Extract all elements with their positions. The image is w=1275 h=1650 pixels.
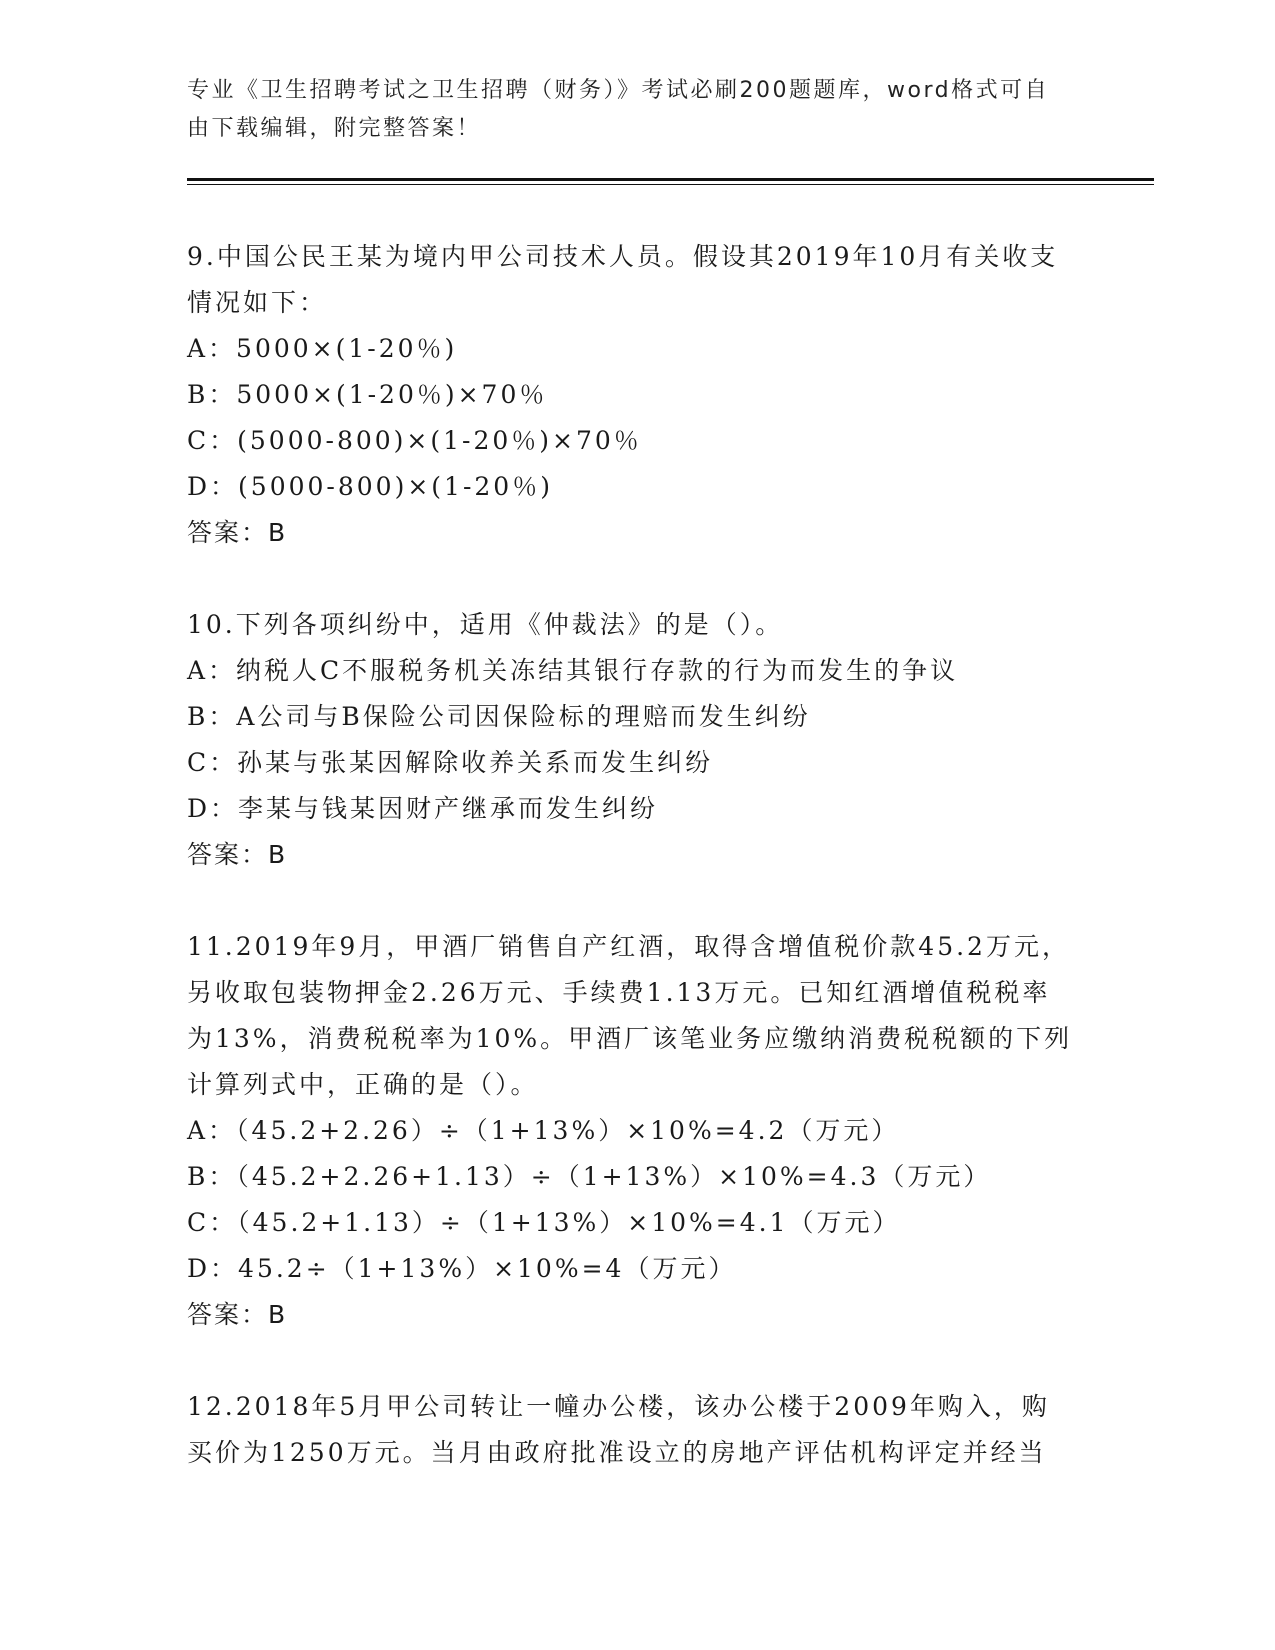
answer-line [187, 832, 1077, 878]
answer-value: B [268, 1300, 288, 1329]
option-c: C：（45.2+1.13）÷（1+13%）×10%=4.1（万元） [187, 1208, 901, 1237]
question-9 [187, 234, 1077, 556]
answer-value: B [268, 518, 288, 547]
document-header: 专业《卫生招聘考试之卫生招聘（财务）》考试必刷200题题库，word格式可自由下载编辑，附完整答案！ [187, 78, 1050, 141]
header-rule-thin [187, 184, 1154, 185]
question-stem: 10.下列各项纠纷中，适用《仲裁法》的是（）。 [187, 610, 784, 639]
answer-value: B [268, 840, 288, 869]
answer-label: 答案： [187, 1300, 269, 1329]
option-a: A：（45.2+2.26）÷（1+13%）×10%=4.2（万元） [187, 1116, 900, 1145]
question-11 [187, 924, 1077, 1338]
question-12 [187, 1384, 1077, 1476]
option-b: B：A公司与B保险公司因保险标的理赔而发生纠纷 [187, 702, 811, 731]
answer-label: 答案： [187, 518, 269, 547]
option-b: B：5000×(1-20％)×70％ [187, 380, 548, 409]
question-stem: 9.中国公民王某为境内甲公司技术人员。假设其2019年10月有关收支情况如下： [187, 242, 1059, 317]
question-10 [187, 602, 1077, 878]
answer-label: 答案： [187, 840, 269, 869]
answer-line [187, 1292, 1077, 1338]
question-stem: 11.2019年9月，甲酒厂销售自产红酒，取得含增值税价款45.2万元，另收取包装物押金2.26万元、手续费1.13万元。已知红酒增值税税率为13%，消费税税率为10%。甲酒厂该笔业务应缴纳消费税税额的下列计算列式中，正确的是（）。 [187, 932, 1073, 1099]
option-a: A：5000×(1-20％) [187, 334, 458, 363]
question-stem: 12.2018年5月甲公司转让一幢办公楼，该办公楼于2009年购入，购买价为1250万元。当月由政府批准设立的房地产评估机构评定并经当 [187, 1392, 1050, 1467]
answer-line [187, 510, 1077, 556]
option-d: D：45.2÷（1+13%）×10%=4（万元） [187, 1254, 737, 1283]
question-list [187, 234, 1077, 1476]
option-d: D：(5000-800)×(1-20％) [187, 472, 553, 501]
option-c: C：(5000-800)×(1-20％)×70％ [187, 426, 642, 455]
option-a: A：纳税人C不服税务机关冻结其银行存款的行为而发生的争议 [187, 656, 959, 685]
option-c: C：孙某与张某因解除收养关系而发生纠纷 [187, 748, 714, 777]
option-d: D：李某与钱某因财产继承而发生纠纷 [187, 794, 659, 823]
option-b: B：（45.2+2.26+1.13）÷（1+13%）×10%=4.3（万元） [187, 1162, 992, 1191]
header-rule-thick [187, 178, 1154, 181]
